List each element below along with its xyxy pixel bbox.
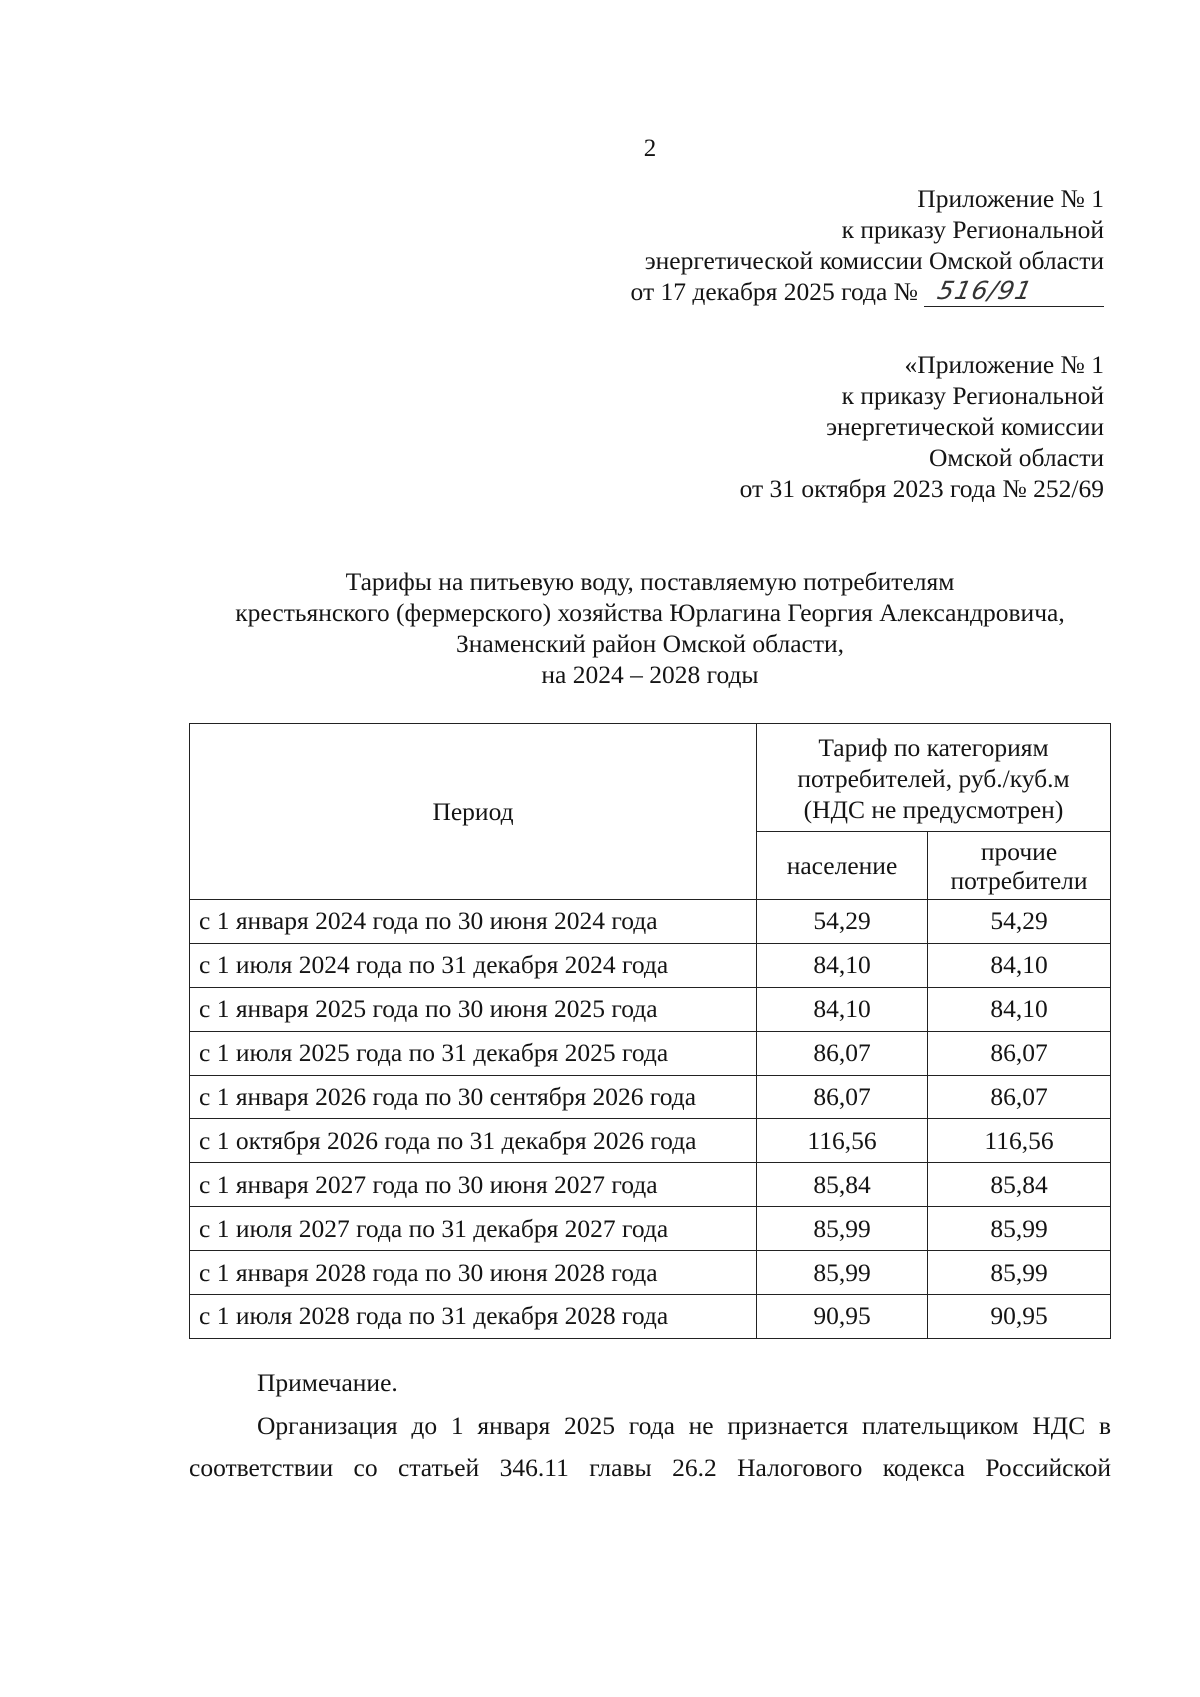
other-tariff-cell: 54,29 bbox=[928, 900, 1111, 944]
appendix-header-previous bbox=[740, 349, 1104, 504]
appendix-line: Приложение № 1 bbox=[917, 184, 1104, 213]
appendix-line: энергетической комиссии Омской области bbox=[644, 246, 1104, 275]
appendix-line: Омской области bbox=[929, 443, 1104, 472]
header-other-line: потребители bbox=[950, 865, 1088, 895]
table-row bbox=[190, 943, 1111, 987]
title-line: на 2024 – 2028 годы bbox=[541, 660, 759, 689]
handwritten-order-number: 516/91 bbox=[935, 276, 1036, 305]
page-number: 2 bbox=[643, 135, 657, 162]
table-row bbox=[190, 1031, 1111, 1075]
header-tariff-line: (НДС не предусмотрен) bbox=[803, 795, 1064, 824]
table-row bbox=[190, 1295, 1111, 1339]
header-period: Период bbox=[190, 724, 757, 900]
note-label: Примечание. bbox=[257, 1368, 398, 1397]
header-other-consumers bbox=[928, 832, 1111, 900]
header-tariff-line: Тариф по категориям bbox=[818, 733, 1049, 762]
period-cell: с 1 января 2025 года по 30 июня 2025 года bbox=[190, 987, 757, 1031]
period-cell: с 1 июля 2025 года по 31 декабря 2025 года bbox=[190, 1031, 757, 1075]
other-tariff-cell: 90,95 bbox=[928, 1295, 1111, 1339]
period-cell: с 1 января 2027 года по 30 июня 2027 года bbox=[190, 1163, 757, 1207]
table-row bbox=[190, 1251, 1111, 1295]
other-tariff-cell: 85,99 bbox=[928, 1251, 1111, 1295]
other-tariff-cell: 86,07 bbox=[928, 1031, 1111, 1075]
period-cell: с 1 января 2028 года по 30 июня 2028 года bbox=[190, 1251, 757, 1295]
appendix-line: «Приложение № 1 bbox=[904, 350, 1104, 379]
appendix-line: к приказу Региональной bbox=[841, 215, 1104, 244]
population-tariff-cell: 85,99 bbox=[757, 1251, 928, 1295]
population-tariff-cell: 54,29 bbox=[757, 900, 928, 944]
header-other-line: прочие bbox=[980, 836, 1058, 866]
other-tariff-cell: 85,99 bbox=[928, 1207, 1111, 1251]
population-tariff-cell: 116,56 bbox=[757, 1119, 928, 1163]
table-row bbox=[190, 1207, 1111, 1251]
appendix-line: от 31 октября 2023 года № 252/69 bbox=[739, 474, 1104, 503]
population-tariff-cell: 85,84 bbox=[757, 1163, 928, 1207]
other-tariff-cell: 85,84 bbox=[928, 1163, 1111, 1207]
period-cell: с 1 июля 2027 года по 31 декабря 2027 года bbox=[190, 1207, 757, 1251]
document-title bbox=[180, 566, 1120, 690]
other-tariff-cell: 116,56 bbox=[928, 1119, 1111, 1163]
period-cell: с 1 июля 2028 года по 31 декабря 2028 года bbox=[190, 1295, 757, 1339]
order-date-prefix: от 17 декабря 2025 года № bbox=[630, 277, 918, 306]
population-tariff-cell: 84,10 bbox=[757, 943, 928, 987]
header-tariff-line: потребителей, руб./куб.м bbox=[797, 764, 1070, 793]
period-cell: с 1 июля 2024 года по 31 декабря 2024 года bbox=[190, 943, 757, 987]
other-tariff-cell: 86,07 bbox=[928, 1075, 1111, 1119]
table-row bbox=[190, 987, 1111, 1031]
tariff-table bbox=[189, 723, 1111, 1339]
header-tariff bbox=[757, 724, 1111, 832]
population-tariff-cell: 90,95 bbox=[757, 1295, 928, 1339]
other-tariff-cell: 84,10 bbox=[928, 987, 1111, 1031]
title-line: Тарифы на питьевую воду, поставляемую потребителям bbox=[345, 567, 955, 596]
period-cell: с 1 октября 2026 года по 31 декабря 2026 года bbox=[190, 1119, 757, 1163]
population-tariff-cell: 84,10 bbox=[757, 987, 928, 1031]
appendix-line: энергетической комиссии bbox=[826, 412, 1104, 441]
note-body: Организация до 1 января 2025 года не признается плательщиком НДС в соответствии со статьей 346.11 главы 26.2 Налогового кодекса Российской bbox=[189, 1411, 1111, 1482]
table-row bbox=[190, 1075, 1111, 1119]
population-tariff-cell: 86,07 bbox=[757, 1075, 928, 1119]
period-cell: с 1 января 2024 года по 30 июня 2024 года bbox=[190, 900, 757, 944]
header-population: население bbox=[757, 832, 928, 900]
title-line: Знаменский район Омской области, bbox=[455, 629, 845, 658]
population-tariff-cell: 85,99 bbox=[757, 1207, 928, 1251]
appendix-order-line bbox=[631, 276, 1104, 307]
appendix-header-current bbox=[631, 183, 1104, 307]
title-line: крестьянского (фермерского) хозяйства Юрлагина Георгия Александровича, bbox=[235, 598, 1065, 627]
period-cell: с 1 января 2026 года по 30 сентября 2026 года bbox=[190, 1075, 757, 1119]
other-tariff-cell: 84,10 bbox=[928, 943, 1111, 987]
table-row bbox=[190, 1163, 1111, 1207]
order-number-field bbox=[924, 278, 1104, 307]
appendix-line: к приказу Региональной bbox=[841, 381, 1104, 410]
population-tariff-cell: 86,07 bbox=[757, 1031, 928, 1075]
table-row bbox=[190, 1119, 1111, 1163]
table-row bbox=[190, 900, 1111, 944]
